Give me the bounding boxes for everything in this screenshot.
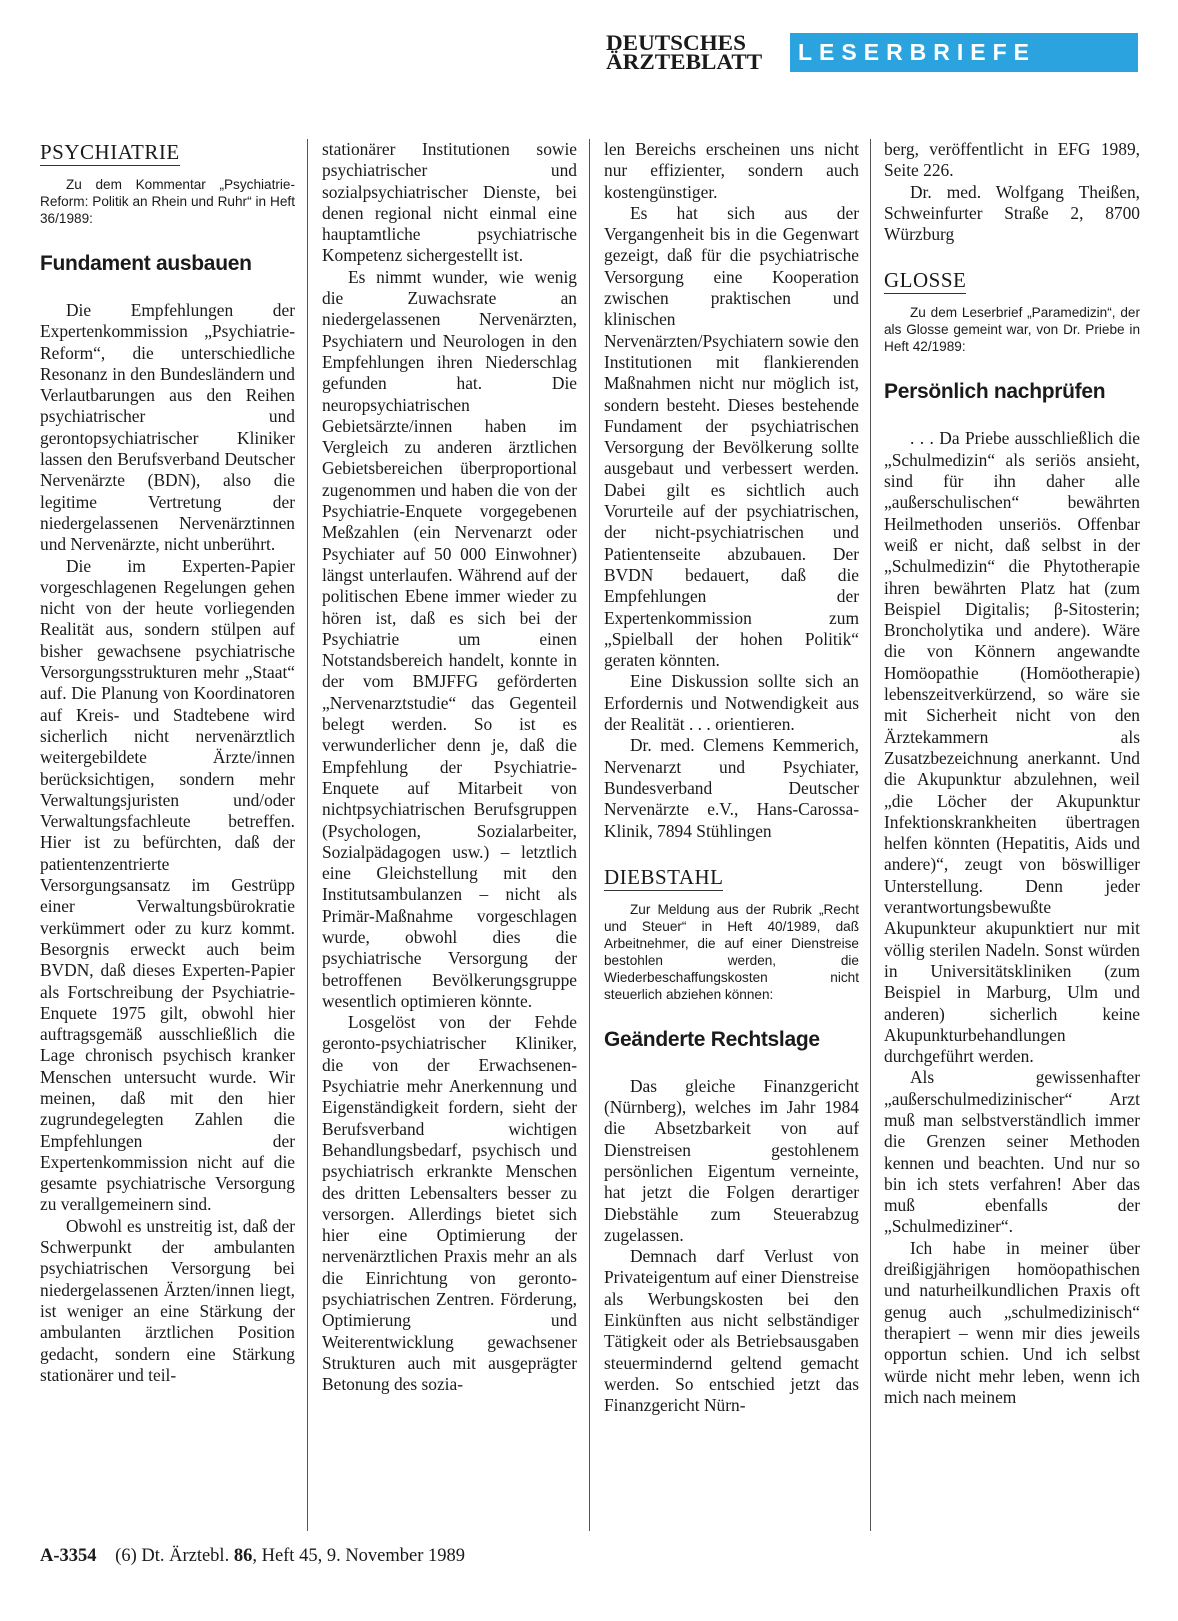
paragraph: Es nimmt wunder, wie wenig die Zuwachsrate an niedergelassenen Nervenärzten, Psychiatern und Neurologen in den Empfehlungen ihren Niederschlag gefunden hat. Die neuropsychiatrischen Gebietsärzte/innen haben im Vergleich zu anderen ärztlichen Gebietsbereichen überproportional zugenommen und haben die von der Psychiatrie-Enquete vorgegebenen Meßzahlen (ein Nervenarzt oder Psychiater auf 50 000 Einwohner) längst unterlaufen. Während auf der politischen Ebene immer wieder zu hören ist, daß es sich bei der Psychiatrie um einen Notstandsbereich handelt, konnte in der vom BMJFFG geförderten „Nervenarztstudie“ das Gegenteil belegt werden. So ist es verwunderlicher denn je, daß die Empfehlung der Psychiatrie-Enquete auf Mitarbeit von nichtpsychiatrischen Berufsgruppen (Psychologen, Sozialarbeiter, Sozialpädagogen usw.) – letztlich eine Gleichstellung mit den Institutsambulanzen – nicht als Primär-Maßnahme vorgeschlagen wurde, obwohl dies die psychiatrische Versorgung der betroffenen Bevölkerungsgruppe wesentlich optimieren könnte. bbox=[322, 266, 577, 1011]
rubric-psychiatrie: PSYCHIATRIE bbox=[40, 140, 180, 164]
column-2 bbox=[322, 139, 577, 1531]
letter-headline: Persönlich nachprüfen bbox=[884, 380, 1106, 404]
column-4 bbox=[884, 139, 1140, 1531]
page-number: A-3354 bbox=[40, 1546, 97, 1566]
column-3 bbox=[604, 139, 859, 1531]
column-divider bbox=[307, 139, 308, 1531]
rubric-diebstahl: DIEBSTAHL bbox=[604, 864, 724, 889]
letter-intro: Zu dem Kommentar „Psychiatrie-Reform: Politik an Rhein und Ruhr“ in Heft 36/1989: bbox=[40, 177, 295, 226]
paragraph: Obwohl es unstreitig ist, daß der Schwerpunkt der ambulanten psychiatrischen Versorgung bei niedergelassenen Ärzten/innen liegt, ist weniger an eine Stärkung der ambulanten ärztlichen Position gedacht, sondern eine Stärkung stationärer und teil- bbox=[40, 1215, 295, 1385]
letter-headline: Geänderte Rechtslage bbox=[604, 1027, 820, 1051]
paragraph: Das gleiche Finanzgericht (Nürnberg), welches im Jahr 1984 die Absetzbarkeit von auf Dienstreisen gestohlenem persönlichen Eigentum verneinte, hat jetzt die Folgen derartiger Diebstähle zum Steuerabzug zugelassen. bbox=[604, 1075, 859, 1245]
paragraph: Die Empfehlungen der Expertenkommission „Psychiatrie-Reform“, die unterschiedliche Resonanz in den Bundesländern und Verlautbarungen aus den Reihen psychiatrischer und gerontopsychiatrischer Kliniker lassen den Berufsverband Deutscher Nervenärzte (BDN), also die legitime Vertretung der niedergelassenen Nervenärztinnen und Nervenärzte, nicht unberührt. bbox=[40, 300, 295, 555]
section-banner: LESERBRIEFE bbox=[790, 33, 1138, 72]
masthead-line-2: ÄRZTEBLATT bbox=[606, 49, 763, 74]
spacer bbox=[604, 842, 859, 864]
masthead-line-1: DEUTSCHES bbox=[606, 30, 746, 55]
paragraph: Eine Diskussion sollte sich an Erfordernis und Notwendigkeit aus der Realität . . . orientieren. bbox=[604, 671, 859, 735]
footer-citation: (6) Dt. Ärztebl. bbox=[115, 1546, 230, 1566]
spacer bbox=[884, 245, 1140, 267]
author-signature: Dr. med. Wolfgang Theißen, Schweinfurter Straße 2, 8700 Würzburg bbox=[884, 181, 1140, 245]
letter-headline: Fundament ausbauen bbox=[40, 252, 252, 275]
column-1 bbox=[40, 139, 295, 1531]
paragraph: Losgelöst von der Fehde geronto-psychiatrischer Kliniker, die von der Erwachsenen-Psychiatrie mehr Anerkennung und Eigenständigkeit fordern, sieht der Berufsverband wichtigen Behandlungsbedarf, psychisch und psychiatrisch erkrankte Menschen des dritten Lebensalters besser zu versorgen. Allerdings bietet sich hier eine Optimierung der nervenärztlichen Praxis mehr an als die Einrichtung von geronto-psychiatrischen Zentren. Förderung, Optimierung und Weiterentwicklung gewachsener Strukturen auch mit ausgeprägter Betonung des sozia- bbox=[322, 1012, 577, 1395]
paragraph: len Bereichs erscheinen uns nicht nur effizienter, sondern auch kostengünstiger. bbox=[604, 139, 859, 202]
paragraph: stationärer Institutionen sowie psychiatrischer und sozialpsychiatrischer Dienste, bei denen regional nicht einmal eine hauptamtliche psychiatrische Kompetenz sichergestellt ist. bbox=[322, 139, 577, 266]
letter-intro: Zu dem Leserbrief „Paramedizin“, der als Glosse gemeint war, von Dr. Priebe in Heft 42/1989: bbox=[884, 305, 1140, 355]
column-divider bbox=[589, 139, 590, 1531]
paragraph: Als gewissenhafter „außerschulmedizinischer“ Arzt muß man selbstverständlich immer die Grenzen seiner Methoden kennen und beachten. Und nur so bin ich stets verfahren! Aber das muß ebenfalls der „Schulmediziner“. bbox=[884, 1067, 1140, 1237]
page-footer bbox=[40, 1546, 465, 1567]
column-divider bbox=[870, 139, 871, 1531]
author-signature: Dr. med. Clemens Kemmerich, Nervenarzt und Psychiater, Bundesverband Deutscher Nervenärzte e.V., Hans-Carossa-Klinik, 7894 Stühlingen bbox=[604, 735, 859, 841]
footer-volume: 86 bbox=[233, 1546, 253, 1566]
rubric-glosse: GLOSSE bbox=[884, 268, 967, 293]
journal-masthead bbox=[606, 30, 763, 74]
paragraph: berg, veröffentlicht in EFG 1989, Seite 226. bbox=[884, 139, 1140, 181]
paragraph: Die im Experten-Papier vorgeschlagenen Regelungen gehen nicht von der heute vorliegenden Realität aus, sondern stülpen auf bisher gewachsene psychiatrische Versorgungsstrukturen mehr „Staat“ auf. Die Planung von Koordinatoren auf Kreis- und Stadtebene wird sicherlich nicht nervenärztlich weitergebildete Ärzte/innen berücksichtigen, sondern mehr Verwaltungsjuristen und/oder Verwaltungsfachleute betreffen. Hier ist zu befürchten, daß der patientenzentrierte Versorgungsansatz im Gestrüpp einer Verwaltungsbürokratie verkümmert oder zu kurz kommt. Besorgnis erweckt auch beim BVDN, daß dieses Experten-Papier als Fortschreibung der Psychiatrie-Enquete 1975 gilt, obwohl hier auftragsgemäß ausschließlich die Lage chronisch psychisch kranker Menschen untersucht wurde. Wir meinen, daß mit den hier zugrundegelegten Zahlen die Empfehlungen der Expertenkommission nicht auf die gesamte psychiatrische Versorgung zu verallgemeinern sind. bbox=[40, 555, 295, 1215]
paragraph: Es hat sich aus der Vergangenheit bis in die Gegenwart gezeigt, daß für die psychiatrische Versorgung eine Kooperation zwischen praktischen und klinischen Nervenärzten/Psychiatern sowie den Institutionen mit flankierenden Maßnahmen nicht nur möglich ist, sondern besteht. Dieses bestehende Fundament der psychiatrischen Versorgung der Bevölkerung sollte ausgebaut und verbessert werden. Dabei gilt es sichtlich auch Vorurteile auf der psychiatrischen, der nicht-psychiatrischen und Patientenseite abzubauen. Der BVDN bedauert, daß die Empfehlungen der Expertenkommission zum „Spielball der hohen Politik“ geraten könnten. bbox=[604, 202, 859, 671]
paragraph: . . . Da Priebe ausschließlich die „Schulmedizin“ als seriös ansieht, sind für ihn daher alle „außerschulischen“ bewährten Heilmethoden unseriös. Offenbar weiß er nicht, daß selbst in der „Schulmedizin“ die Phytotherapie ihren bewährten Platz hat (zum Beispiel Digitalis; β-Sitosterin; Broncholytika und andere). Wäre die von Könnern angewandte Homöopathie (Homöotherapie) lebenszeitverkürzend, so wäre sie mit Sicherheit nicht von den Ärztekammern als Zusatzbezeichnung anerkannt. Und die Akupunktur abzulehnen, weil „die Löcher der Akupunktur Infektionskrankheiten übertragen helfen könnten (Hepatitis, Aids und andere)“, zeugt von böswilliger Unterstellung. Denn jeder verantwortungsbewußte Akupunkteur akupunktiert nur mit völlig sterilen Nadeln. Sonst würden in Universitätskliniken (zum Beispiel in Marburg, Ulm und anderen) sicherlich keine Akupunkturbehandlungen durchgeführt werden. bbox=[884, 428, 1140, 1067]
paragraph: Demnach darf Verlust von Privateigentum auf einer Dienstreise als Werbungskosten bei den Einkünften aus nicht selbständiger Tätigkeit oder als Betriebsausgaben steuermindernd geltend gemacht werden. So entschied jetzt das Finanzgericht Nürn- bbox=[604, 1246, 859, 1416]
footer-issue: , Heft 45, 9. November 1989 bbox=[252, 1546, 466, 1566]
letter-intro: Zur Meldung aus der Rubrik „Recht und Steuer“ in Heft 40/1989, daß Arbeitnehmer, die auf einer Dienstreise bestohlen werden, die Wiederbeschaffungskosten nicht steuerlich abziehen können: bbox=[604, 901, 859, 1002]
paragraph: Ich habe in meiner über dreißigjährigen homöopathischen und naturheilkundlichen Praxis oft genug auch „schulmedizinisch“ therapiert – wenn mir dies jeweils opportun schien. Und ich selbst würde nicht mehr leben, wenn ich mich nach meinem bbox=[884, 1237, 1140, 1407]
